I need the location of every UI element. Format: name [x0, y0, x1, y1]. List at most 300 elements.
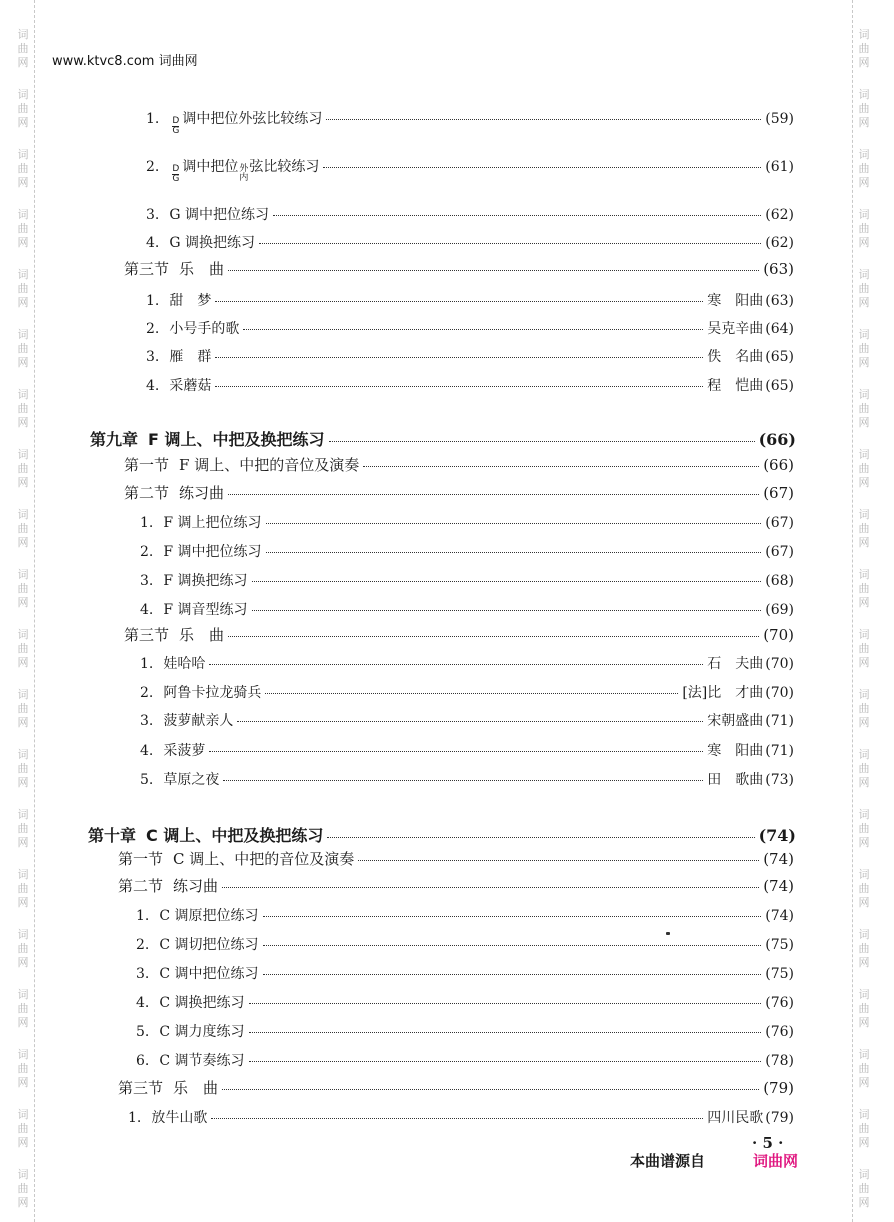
toc-page: (70) [765, 656, 794, 672]
watermark-char: 词 [17, 1108, 29, 1121]
toc-num: 1. [146, 111, 160, 127]
dot-leader [327, 837, 754, 838]
watermark-char: 词 [17, 1168, 29, 1181]
toc-title: 小号手的歌 [169, 321, 240, 337]
watermark-char: 曲 [17, 822, 29, 835]
dot-leader [222, 887, 759, 888]
stack-bottom: 内 [239, 173, 249, 183]
watermark-char: 曲 [858, 282, 870, 295]
dot-leader [326, 119, 761, 120]
watermark-char: 网 [858, 476, 870, 489]
watermark-char: 曲 [17, 1002, 29, 1015]
toc-page: (61) [765, 159, 794, 175]
toc-composer: 佚 名曲 [707, 349, 764, 365]
watermark-char: 曲 [858, 102, 870, 115]
watermark-char: 词 [858, 1168, 870, 1181]
toc-num: 3. [146, 349, 160, 365]
watermark-char: 网 [858, 236, 870, 249]
watermark-char: 词 [858, 1048, 870, 1061]
dot-leader [215, 357, 703, 358]
toc-row[interactable] [146, 156, 794, 184]
watermark-char: 词 [858, 208, 870, 221]
watermark-char: 曲 [17, 582, 29, 595]
toc-title: 乐 曲 [179, 626, 225, 644]
toc-title: 娃哈哈 [163, 656, 206, 672]
toc-title: G 调换把练习 [169, 235, 255, 251]
frac-bottom: G [172, 174, 180, 184]
toc-page: (75) [765, 937, 794, 953]
toc-num: 1. [146, 293, 160, 309]
watermark-char: 网 [17, 476, 29, 489]
toc-page: (65) [765, 378, 794, 394]
dot-leader [228, 270, 759, 271]
toc-page: (67) [765, 544, 794, 560]
dot-leader [266, 552, 762, 553]
watermark-char: 曲 [858, 1002, 870, 1015]
toc-num: 4. [140, 743, 154, 759]
toc-composer: 石 夫曲 [707, 656, 764, 672]
watermark-char: 词 [17, 148, 29, 161]
toc-row[interactable] [140, 682, 794, 702]
dot-leader [263, 916, 762, 917]
toc-title: G 调中把位练习 [169, 207, 269, 223]
watermark-char: 曲 [858, 162, 870, 175]
watermark-char: 网 [858, 296, 870, 309]
toc-title: 调中把位 [182, 159, 239, 175]
toc-title: C 调上、中把的音位及演奏 [173, 850, 355, 868]
toc-row[interactable] [146, 232, 794, 252]
watermark-char: 曲 [17, 162, 29, 175]
toc-title: F 调音型练习 [163, 602, 248, 618]
toc-section-row[interactable] [118, 1077, 794, 1098]
watermark-char: 曲 [17, 42, 29, 55]
watermark-char: 词 [858, 928, 870, 941]
toc-title: 菠萝献亲人 [163, 713, 234, 729]
toc-title: 雁 群 [169, 349, 212, 365]
dot-leader [222, 1089, 759, 1090]
dot-leader [273, 215, 761, 216]
toc-row[interactable] [146, 318, 794, 338]
watermark-char: 词 [858, 328, 870, 341]
dot-leader [237, 721, 703, 722]
watermark-char: 曲 [858, 1122, 870, 1135]
watermark-char: 曲 [858, 402, 870, 415]
dot-leader [223, 780, 703, 781]
toc-page: (70) [765, 685, 794, 701]
dot-leader [363, 466, 759, 467]
toc-page: (62) [765, 235, 794, 251]
watermark-char: 曲 [17, 222, 29, 235]
toc-title: 采蘑菇 [169, 378, 212, 394]
toc-page: (74) [758, 826, 796, 845]
watermark-char: 网 [858, 1076, 870, 1089]
toc-title-rest: 弦比较练习 [249, 159, 320, 175]
key-fraction [172, 165, 179, 184]
dot-leader [215, 301, 703, 302]
watermark-char: 网 [858, 56, 870, 69]
watermark-char: 词 [17, 508, 29, 521]
watermark-char: 网 [858, 116, 870, 129]
toc-chapter-row[interactable] [88, 823, 796, 846]
toc-page: (62) [765, 207, 794, 223]
toc-title: C 调力度练习 [159, 1024, 245, 1040]
toc-row[interactable] [136, 963, 794, 983]
watermark-char: 曲 [858, 342, 870, 355]
toc-row[interactable] [140, 769, 794, 789]
toc-row[interactable] [128, 1107, 794, 1127]
toc-section-row[interactable] [124, 624, 794, 645]
watermark-char: 词 [17, 808, 29, 821]
toc-composer: 四川民歌 [707, 1110, 764, 1126]
source-note [630, 1150, 798, 1171]
watermark-char: 曲 [17, 1062, 29, 1075]
watermark-char: 曲 [17, 762, 29, 775]
toc-composer: 宋朝盛曲 [707, 713, 764, 729]
watermark-char: 网 [17, 1196, 29, 1209]
watermark-char: 词 [858, 568, 870, 581]
frac-top: D [172, 116, 180, 126]
watermark-char: 词 [858, 988, 870, 1001]
toc-page: (66) [758, 430, 796, 449]
toc-title: F 调上、中把及换把练习 [148, 430, 325, 449]
watermark-char: 曲 [17, 1122, 29, 1135]
watermark-char: 网 [17, 1136, 29, 1149]
watermark-char: 词 [858, 508, 870, 521]
toc-section-row[interactable] [124, 482, 794, 503]
page-number: · 5 · [752, 1134, 784, 1152]
watermark-char: 网 [17, 956, 29, 969]
toc-page: (59) [765, 111, 794, 127]
watermark-char: 词 [17, 388, 29, 401]
watermark-char: 网 [858, 716, 870, 729]
toc-row[interactable] [140, 740, 794, 760]
dot-leader [209, 751, 703, 752]
toc-row[interactable] [136, 992, 794, 1012]
watermark-char: 词 [858, 688, 870, 701]
toc-num: 2. [140, 685, 154, 701]
watermark-char: 网 [17, 776, 29, 789]
toc-page: (66) [763, 456, 794, 474]
watermark-char: 词 [17, 88, 29, 101]
watermark-char: 曲 [858, 1182, 870, 1195]
watermark-char: 曲 [858, 942, 870, 955]
watermark-char: 曲 [858, 642, 870, 655]
toc-num: 1. [140, 656, 154, 672]
toc-title: F 调中把位练习 [163, 544, 262, 560]
watermark-char: 曲 [17, 522, 29, 535]
toc-section-row[interactable] [124, 454, 794, 475]
toc-page: (74) [763, 850, 794, 868]
watermark-char: 词 [858, 808, 870, 821]
dot-leader [263, 974, 762, 975]
toc-composer: 寒 阳曲 [707, 743, 764, 759]
watermark-char: 网 [858, 896, 870, 909]
toc-page: (75) [765, 966, 794, 982]
toc-num: 1. [140, 515, 154, 531]
watermark-char: 曲 [858, 582, 870, 595]
watermark-char: 词 [858, 388, 870, 401]
toc-num: 4. [146, 378, 160, 394]
toc-composer: [法]比 才曲 [682, 685, 764, 701]
toc-row[interactable] [140, 512, 794, 532]
toc-num: 第二节 [124, 484, 170, 502]
toc-num: 第三节 [124, 626, 170, 644]
watermark-char: 网 [17, 176, 29, 189]
toc-page: (70) [763, 626, 794, 644]
watermark-char: 网 [858, 536, 870, 549]
dot-leader [228, 636, 759, 637]
toc-title: 乐 曲 [179, 260, 225, 278]
watermark-char: 曲 [858, 42, 870, 55]
watermark-char: 网 [17, 1016, 29, 1029]
toc-row[interactable] [140, 599, 794, 619]
toc-page: (76) [765, 995, 794, 1011]
watermark-char: 网 [17, 1076, 29, 1089]
toc-num: 2. [136, 937, 150, 953]
watermark-char: 词 [17, 868, 29, 881]
toc-page: (69) [765, 602, 794, 618]
watermark-char: 曲 [17, 642, 29, 655]
watermark-char: 词 [858, 448, 870, 461]
watermark-char: 曲 [858, 1062, 870, 1075]
toc-row[interactable] [146, 346, 794, 366]
toc-section-row[interactable] [118, 875, 794, 896]
dot-leader [215, 386, 703, 387]
watermark-char: 网 [17, 236, 29, 249]
watermark-char: 网 [17, 116, 29, 129]
toc-num: 3. [146, 207, 160, 223]
toc-num: 2. [146, 321, 160, 337]
toc-page: (65) [765, 349, 794, 365]
toc-composer: 田 歌曲 [707, 772, 764, 788]
toc-num: 第一节 [124, 456, 170, 474]
watermark-char: 词 [858, 88, 870, 101]
toc-row[interactable] [146, 204, 794, 224]
watermark-char: 网 [17, 896, 29, 909]
toc-row[interactable] [140, 653, 794, 673]
string-stack [239, 165, 248, 183]
watermark-char: 词 [858, 748, 870, 761]
watermark-char: 词 [858, 28, 870, 41]
toc-chapter-row[interactable] [90, 427, 796, 450]
toc-num: 5. [140, 772, 154, 788]
watermark-char: 曲 [858, 762, 870, 775]
source-brand[interactable]: 词曲网 [753, 1152, 799, 1170]
watermark-char: 曲 [17, 702, 29, 715]
watermark-char: 词 [17, 748, 29, 761]
dot-leader [266, 523, 762, 524]
toc-row[interactable] [136, 1021, 794, 1041]
watermark-char: 曲 [17, 342, 29, 355]
toc-num: 第十章 [88, 826, 137, 845]
toc-page: (67) [765, 515, 794, 531]
toc-composer: 寒 阳曲 [707, 293, 764, 309]
watermark-char: 网 [17, 356, 29, 369]
watermark-char: 词 [17, 1048, 29, 1061]
watermark-char: 词 [858, 148, 870, 161]
toc-num: 4. [140, 602, 154, 618]
toc-title: C 调中把位练习 [159, 966, 259, 982]
toc-num: 2. [146, 159, 160, 175]
toc-title: 采菠萝 [163, 743, 206, 759]
toc-title: F 调上、中把的音位及演奏 [179, 456, 360, 474]
toc-row[interactable] [146, 290, 794, 310]
toc-row[interactable] [136, 1050, 794, 1070]
dot-leader [209, 664, 703, 665]
toc-num: 4. [136, 995, 150, 1011]
watermark-char: 网 [17, 596, 29, 609]
toc-row[interactable] [146, 108, 794, 136]
toc-composer: 程 恺曲 [707, 378, 764, 394]
watermark-char: 词 [17, 208, 29, 221]
watermark-char: 网 [858, 956, 870, 969]
frac-bottom: G [172, 126, 180, 136]
watermark-char: 词 [17, 688, 29, 701]
watermark-char: 网 [17, 536, 29, 549]
watermark-char: 词 [17, 268, 29, 281]
watermark-char: 词 [858, 268, 870, 281]
dot-leader [323, 167, 761, 168]
key-fraction [172, 117, 179, 136]
watermark-char: 词 [17, 988, 29, 1001]
watermark-char: 词 [17, 28, 29, 41]
toc-row[interactable] [136, 934, 794, 954]
watermark-char: 曲 [17, 942, 29, 955]
watermark-char: 词 [858, 868, 870, 881]
toc-row[interactable] [140, 541, 794, 561]
toc-title: 练习曲 [179, 484, 225, 502]
toc-page: (79) [763, 1079, 794, 1097]
dot-leader [358, 860, 759, 861]
toc-title: 甜 梦 [169, 293, 212, 309]
toc-composer: 吴克辛曲 [707, 321, 764, 337]
toc-page: (74) [765, 908, 794, 924]
source-text: 本曲谱源自 [630, 1152, 706, 1170]
watermark-char: 网 [17, 56, 29, 69]
watermark-char: 曲 [858, 222, 870, 235]
stack-top: 外 [239, 164, 249, 174]
watermark-char: 网 [858, 176, 870, 189]
toc-num: 5. [136, 1024, 150, 1040]
toc-title: F 调上把位练习 [163, 515, 262, 531]
toc-num: 3. [140, 713, 154, 729]
toc-title: 阿鲁卡拉龙骑兵 [163, 685, 262, 701]
watermark-char: 曲 [858, 882, 870, 895]
toc-num: 3. [140, 573, 154, 589]
watermark-char: 曲 [17, 102, 29, 115]
watermark-char: 词 [17, 328, 29, 341]
toc-title: 放牛山歌 [151, 1110, 208, 1126]
toc-row[interactable] [136, 905, 794, 925]
watermark-char: 词 [17, 928, 29, 941]
dot-leader [252, 581, 762, 582]
dot-leader [329, 441, 755, 442]
toc-page: (74) [763, 877, 794, 895]
toc-section-row[interactable] [124, 258, 794, 279]
dot-leader [265, 693, 678, 694]
dot-leader [249, 1003, 762, 1004]
watermark-char: 词 [858, 628, 870, 641]
dot-leader [228, 494, 759, 495]
toc-row[interactable] [146, 375, 794, 395]
watermark-char: 曲 [17, 402, 29, 415]
watermark-char: 网 [858, 416, 870, 429]
toc-page: (71) [765, 713, 794, 729]
toc-title: 乐 曲 [173, 1079, 219, 1097]
watermark-char: 网 [17, 716, 29, 729]
toc-page: (64) [765, 321, 794, 337]
dot-leader [252, 610, 762, 611]
toc-page: (76) [765, 1024, 794, 1040]
watermark-char: 曲 [858, 462, 870, 475]
toc-num: 1. [128, 1110, 142, 1126]
toc-title: C 调节奏练习 [159, 1053, 245, 1069]
watermark-char: 曲 [858, 822, 870, 835]
toc-page: (63) [765, 293, 794, 309]
toc-row[interactable] [140, 710, 794, 730]
watermark-char: 网 [858, 656, 870, 669]
toc-row[interactable] [140, 570, 794, 590]
watermark-char: 网 [17, 416, 29, 429]
toc-title: C 调原把位练习 [159, 908, 259, 924]
watermark-char: 网 [858, 1016, 870, 1029]
watermark-char: 网 [858, 1196, 870, 1209]
watermark-char: 词 [17, 448, 29, 461]
watermark-char: 网 [858, 1136, 870, 1149]
frac-top: D [172, 164, 180, 174]
toc-num: 第三节 [124, 260, 170, 278]
watermark-char: 曲 [858, 522, 870, 535]
toc-num: 2. [140, 544, 154, 560]
watermark-char: 网 [17, 836, 29, 849]
toc-title: C 调换把练习 [159, 995, 245, 1011]
watermark-char: 曲 [17, 882, 29, 895]
site-url[interactable]: www.ktvc8.com 词曲网 [52, 54, 198, 69]
toc-num: 第九章 [90, 430, 139, 449]
toc-num: 6. [136, 1053, 150, 1069]
toc-title: 练习曲 [173, 877, 219, 895]
watermark-char: 曲 [17, 462, 29, 475]
toc-page: (79) [765, 1110, 794, 1126]
toc-page: (73) [765, 772, 794, 788]
watermark-char: 网 [17, 296, 29, 309]
watermark-char: 曲 [858, 702, 870, 715]
watermark-char: 网 [858, 596, 870, 609]
toc-section-row[interactable] [118, 848, 794, 869]
toc-title: C 调切把位练习 [159, 937, 259, 953]
toc-page: (67) [763, 484, 794, 502]
watermark-char: 网 [858, 776, 870, 789]
watermark-char: 网 [858, 836, 870, 849]
toc-num: 第一节 [118, 850, 164, 868]
toc-title: C 调上、中把及换把练习 [146, 826, 324, 845]
toc-num: 第三节 [118, 1079, 164, 1097]
watermark-char: 网 [858, 356, 870, 369]
watermark-char: 网 [17, 656, 29, 669]
dot-leader [211, 1118, 703, 1119]
watermark-char: 曲 [17, 1182, 29, 1195]
watermark-char: 词 [858, 1108, 870, 1121]
dot-leader [259, 243, 761, 244]
dot-leader [249, 1032, 762, 1033]
toc-num: 第二节 [118, 877, 164, 895]
toc-page: (63) [763, 260, 794, 278]
toc-num: 1. [136, 908, 150, 924]
watermark-char: 词 [17, 628, 29, 641]
toc-title: 调中把位外弦比较练习 [182, 111, 323, 127]
toc-page: (78) [765, 1053, 794, 1069]
toc-num: 3. [136, 966, 150, 982]
